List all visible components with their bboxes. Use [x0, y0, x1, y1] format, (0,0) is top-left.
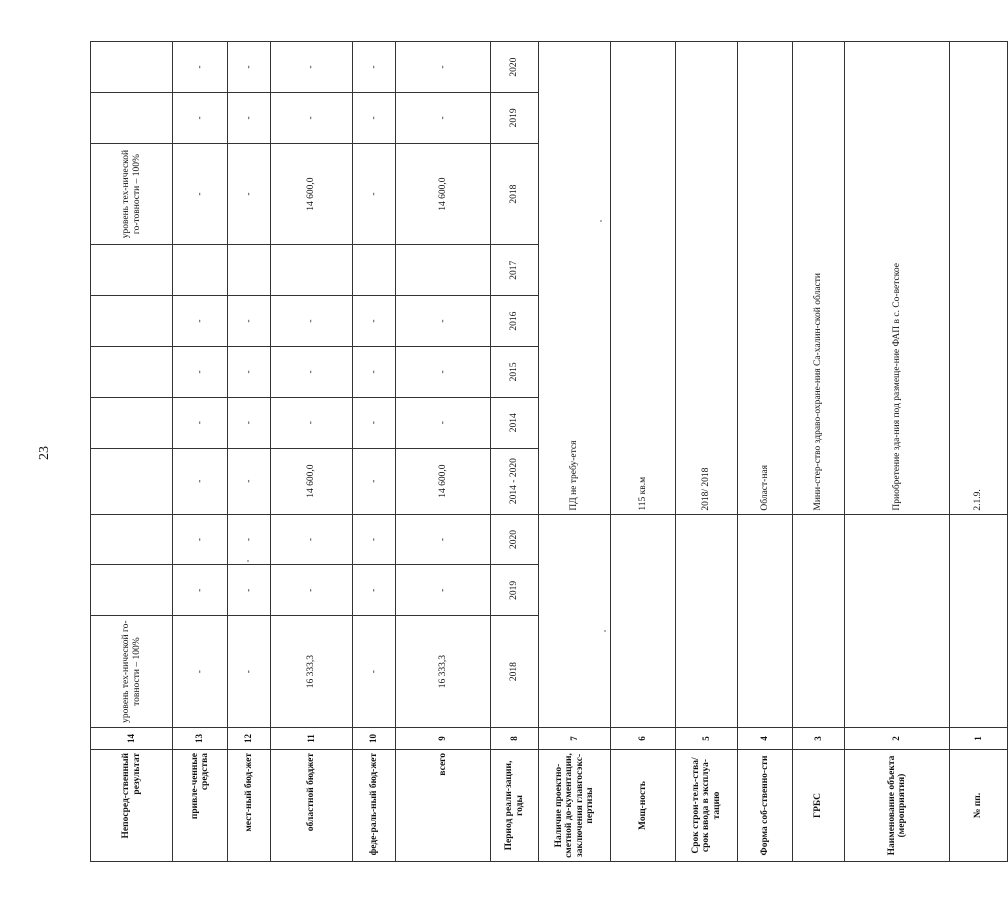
cell-regional-budget: - — [271, 92, 353, 143]
col-number-13: 13 — [173, 728, 228, 750]
band-attracted — [173, 42, 228, 862]
cell-local-budget: - — [228, 143, 271, 245]
cell-result — [91, 245, 173, 296]
cell-result: уровень тех-нической го-товности – 100% — [91, 143, 173, 245]
cell-federal-budget: - — [353, 143, 396, 245]
cell-total: - — [396, 346, 491, 397]
cell-regional-budget: - — [271, 514, 353, 565]
cell-attracted: - — [173, 346, 228, 397]
cell-federal-budget: - — [353, 397, 396, 448]
col-number-1: 1 — [950, 728, 1008, 750]
cell-total — [396, 245, 491, 296]
cell-attracted — [173, 245, 228, 296]
band-name — [845, 42, 950, 862]
col-number-9: 9 — [396, 728, 491, 750]
cell-period: 2016 — [491, 296, 539, 347]
band-period — [491, 42, 539, 862]
header-ownership: Форма соб-ственно-сти — [738, 750, 793, 862]
cell-period: 2019 — [491, 565, 539, 616]
cell-period: 2014 - 2020 — [491, 448, 539, 514]
cell-empty-upper — [738, 514, 793, 727]
cell-result — [91, 514, 173, 565]
cell-item-ownership: Област-ная — [738, 42, 793, 514]
cell-empty-upper — [845, 514, 950, 727]
cell-result — [91, 565, 173, 616]
band-ownership — [738, 42, 793, 862]
cell-period: 2018 — [491, 616, 539, 728]
band-regional-budget — [271, 42, 353, 862]
col-number-12: 12 — [228, 728, 271, 750]
cell-regional-budget: - — [271, 565, 353, 616]
band-local-budget — [228, 42, 271, 862]
cell-item-term: 2018/ 2018 — [676, 42, 738, 514]
cell-federal-budget: - — [353, 346, 396, 397]
col-number-10: 10 — [353, 728, 396, 750]
cell-regional-budget: 16 333,3 — [271, 616, 353, 728]
band-term — [676, 42, 738, 862]
cell-regional-budget: - — [271, 42, 353, 93]
col-number-11: 11 — [271, 728, 353, 750]
cell-attracted: - — [173, 397, 228, 448]
cell-item-grbs: Мини-стер-ство здраво-охране-ния Са-халин-ской области — [793, 42, 845, 514]
cell-period: 2015 — [491, 346, 539, 397]
cell-attracted: - — [173, 143, 228, 245]
cell-federal-budget: - — [353, 616, 396, 728]
cell-empty-upper — [793, 514, 845, 727]
cell-result — [91, 42, 173, 93]
cell-local-budget: - — [228, 397, 271, 448]
cell-local-budget: - — [228, 448, 271, 514]
cell-result — [91, 296, 173, 347]
cell-result — [91, 397, 173, 448]
header-attracted: привле-ченные средства — [173, 750, 228, 862]
band-documentation — [539, 42, 611, 862]
band-total — [396, 42, 491, 862]
header-number: № пп. — [950, 750, 1008, 862]
header-documentation: Наличие проектно-сметной до-кументации, заключения главгосэкс-пертизы — [539, 750, 611, 862]
cell-regional-budget: - — [271, 346, 353, 397]
cell-result — [91, 346, 173, 397]
col-number-3: 3 — [793, 728, 845, 750]
cell-attracted: - — [173, 514, 228, 565]
cell-result — [91, 92, 173, 143]
cell-attracted: - — [173, 448, 228, 514]
band-result — [91, 42, 173, 862]
col-number-7: 7 — [539, 728, 611, 750]
cell-total: 14 600,0 — [396, 143, 491, 245]
cell-attracted: - — [173, 42, 228, 93]
financing-table-rotated — [90, 42, 984, 862]
cell-period: 2020 — [491, 42, 539, 93]
cell-total: 14 600,0 — [396, 448, 491, 514]
financing-table — [90, 41, 1008, 862]
col-number-2: 2 — [845, 728, 950, 750]
band-capacity — [611, 42, 676, 862]
cell-total: - — [396, 296, 491, 347]
cell-attracted: - — [173, 565, 228, 616]
cell-total: - — [396, 42, 491, 93]
cell-regional-budget: - — [271, 296, 353, 347]
cell-item-number: 2.1.9. — [950, 42, 1008, 514]
header-capacity: Мощ-ность — [611, 750, 676, 862]
cell-empty-upper — [950, 514, 1008, 727]
cell-period: 2019 — [491, 92, 539, 143]
cell-period: 2018 — [491, 143, 539, 245]
cell-attracted: - — [173, 92, 228, 143]
cell-period: 2020 — [491, 514, 539, 565]
cell-total: - — [396, 397, 491, 448]
cell-local-budget: - — [228, 616, 271, 728]
page-number: 23 — [37, 446, 52, 460]
cell-local-budget — [228, 245, 271, 296]
header-regional-budget: областной бюджет — [271, 750, 353, 862]
cell-federal-budget: - — [353, 296, 396, 347]
cell-attracted: - — [173, 296, 228, 347]
cell-item-name: Приобретение зда-ния под размеще-ние ФАП в с. Со-ветское — [845, 42, 950, 514]
cell-local-budget: - — [228, 565, 271, 616]
band-grbs — [793, 42, 845, 862]
cell-total: 16 333,3 — [396, 616, 491, 728]
header-name: Наименование объекта (мероприятия) — [845, 750, 950, 862]
header-local-budget: мест-ный бюд-жет — [228, 750, 271, 862]
cell-federal-budget: - — [353, 42, 396, 93]
cell-local-budget: - — [228, 42, 271, 93]
cell-empty-upper — [611, 514, 676, 727]
col-number-5: 5 — [676, 728, 738, 750]
cell-empty-upper — [539, 514, 611, 727]
cell-total: - — [396, 565, 491, 616]
cell-item-capacity: 115 кв.м — [611, 42, 676, 514]
band-number — [950, 42, 1008, 862]
cell-period: 2017 — [491, 245, 539, 296]
cell-total: - — [396, 514, 491, 565]
col-number-8: 8 — [491, 728, 539, 750]
cell-result: уровень тех-нической го-товности – 100% — [91, 616, 173, 728]
cell-federal-budget — [353, 245, 396, 296]
cell-regional-budget: - — [271, 397, 353, 448]
cell-total: - — [396, 92, 491, 143]
col-number-14: 14 — [91, 728, 173, 750]
cell-attracted: - — [173, 616, 228, 728]
header-federal-budget: феде-раль-ный бюд-жет — [353, 750, 396, 862]
cell-regional-budget: 14 600,0 — [271, 448, 353, 514]
cell-local-budget: - — [228, 346, 271, 397]
cell-federal-budget: - — [353, 514, 396, 565]
header-grbs: ГРБС — [793, 750, 845, 862]
cell-federal-budget: - — [353, 448, 396, 514]
header-result: Непосред-ственный результат — [91, 750, 173, 862]
cell-regional-budget: 14 600,0 — [271, 143, 353, 245]
col-number-4: 4 — [738, 728, 793, 750]
band-federal-budget — [353, 42, 396, 862]
cell-local-budget: - — [228, 92, 271, 143]
cell-period: 2014 — [491, 397, 539, 448]
cell-item-documentation: ПД не требу-ется — [539, 42, 611, 514]
col-number-6: 6 — [611, 728, 676, 750]
cell-regional-budget — [271, 245, 353, 296]
cell-local-budget: - — [228, 514, 271, 565]
header-period: Период реали-зации, годы — [491, 750, 539, 862]
header-term: Срок строи-тель-ства/срок ввода в эксплуа-тацию — [676, 750, 738, 862]
header-total: всего — [396, 750, 491, 862]
cell-empty-upper — [676, 514, 738, 727]
cell-result — [91, 448, 173, 514]
cell-federal-budget: - — [353, 565, 396, 616]
cell-local-budget: - — [228, 296, 271, 347]
cell-federal-budget: - — [353, 92, 396, 143]
